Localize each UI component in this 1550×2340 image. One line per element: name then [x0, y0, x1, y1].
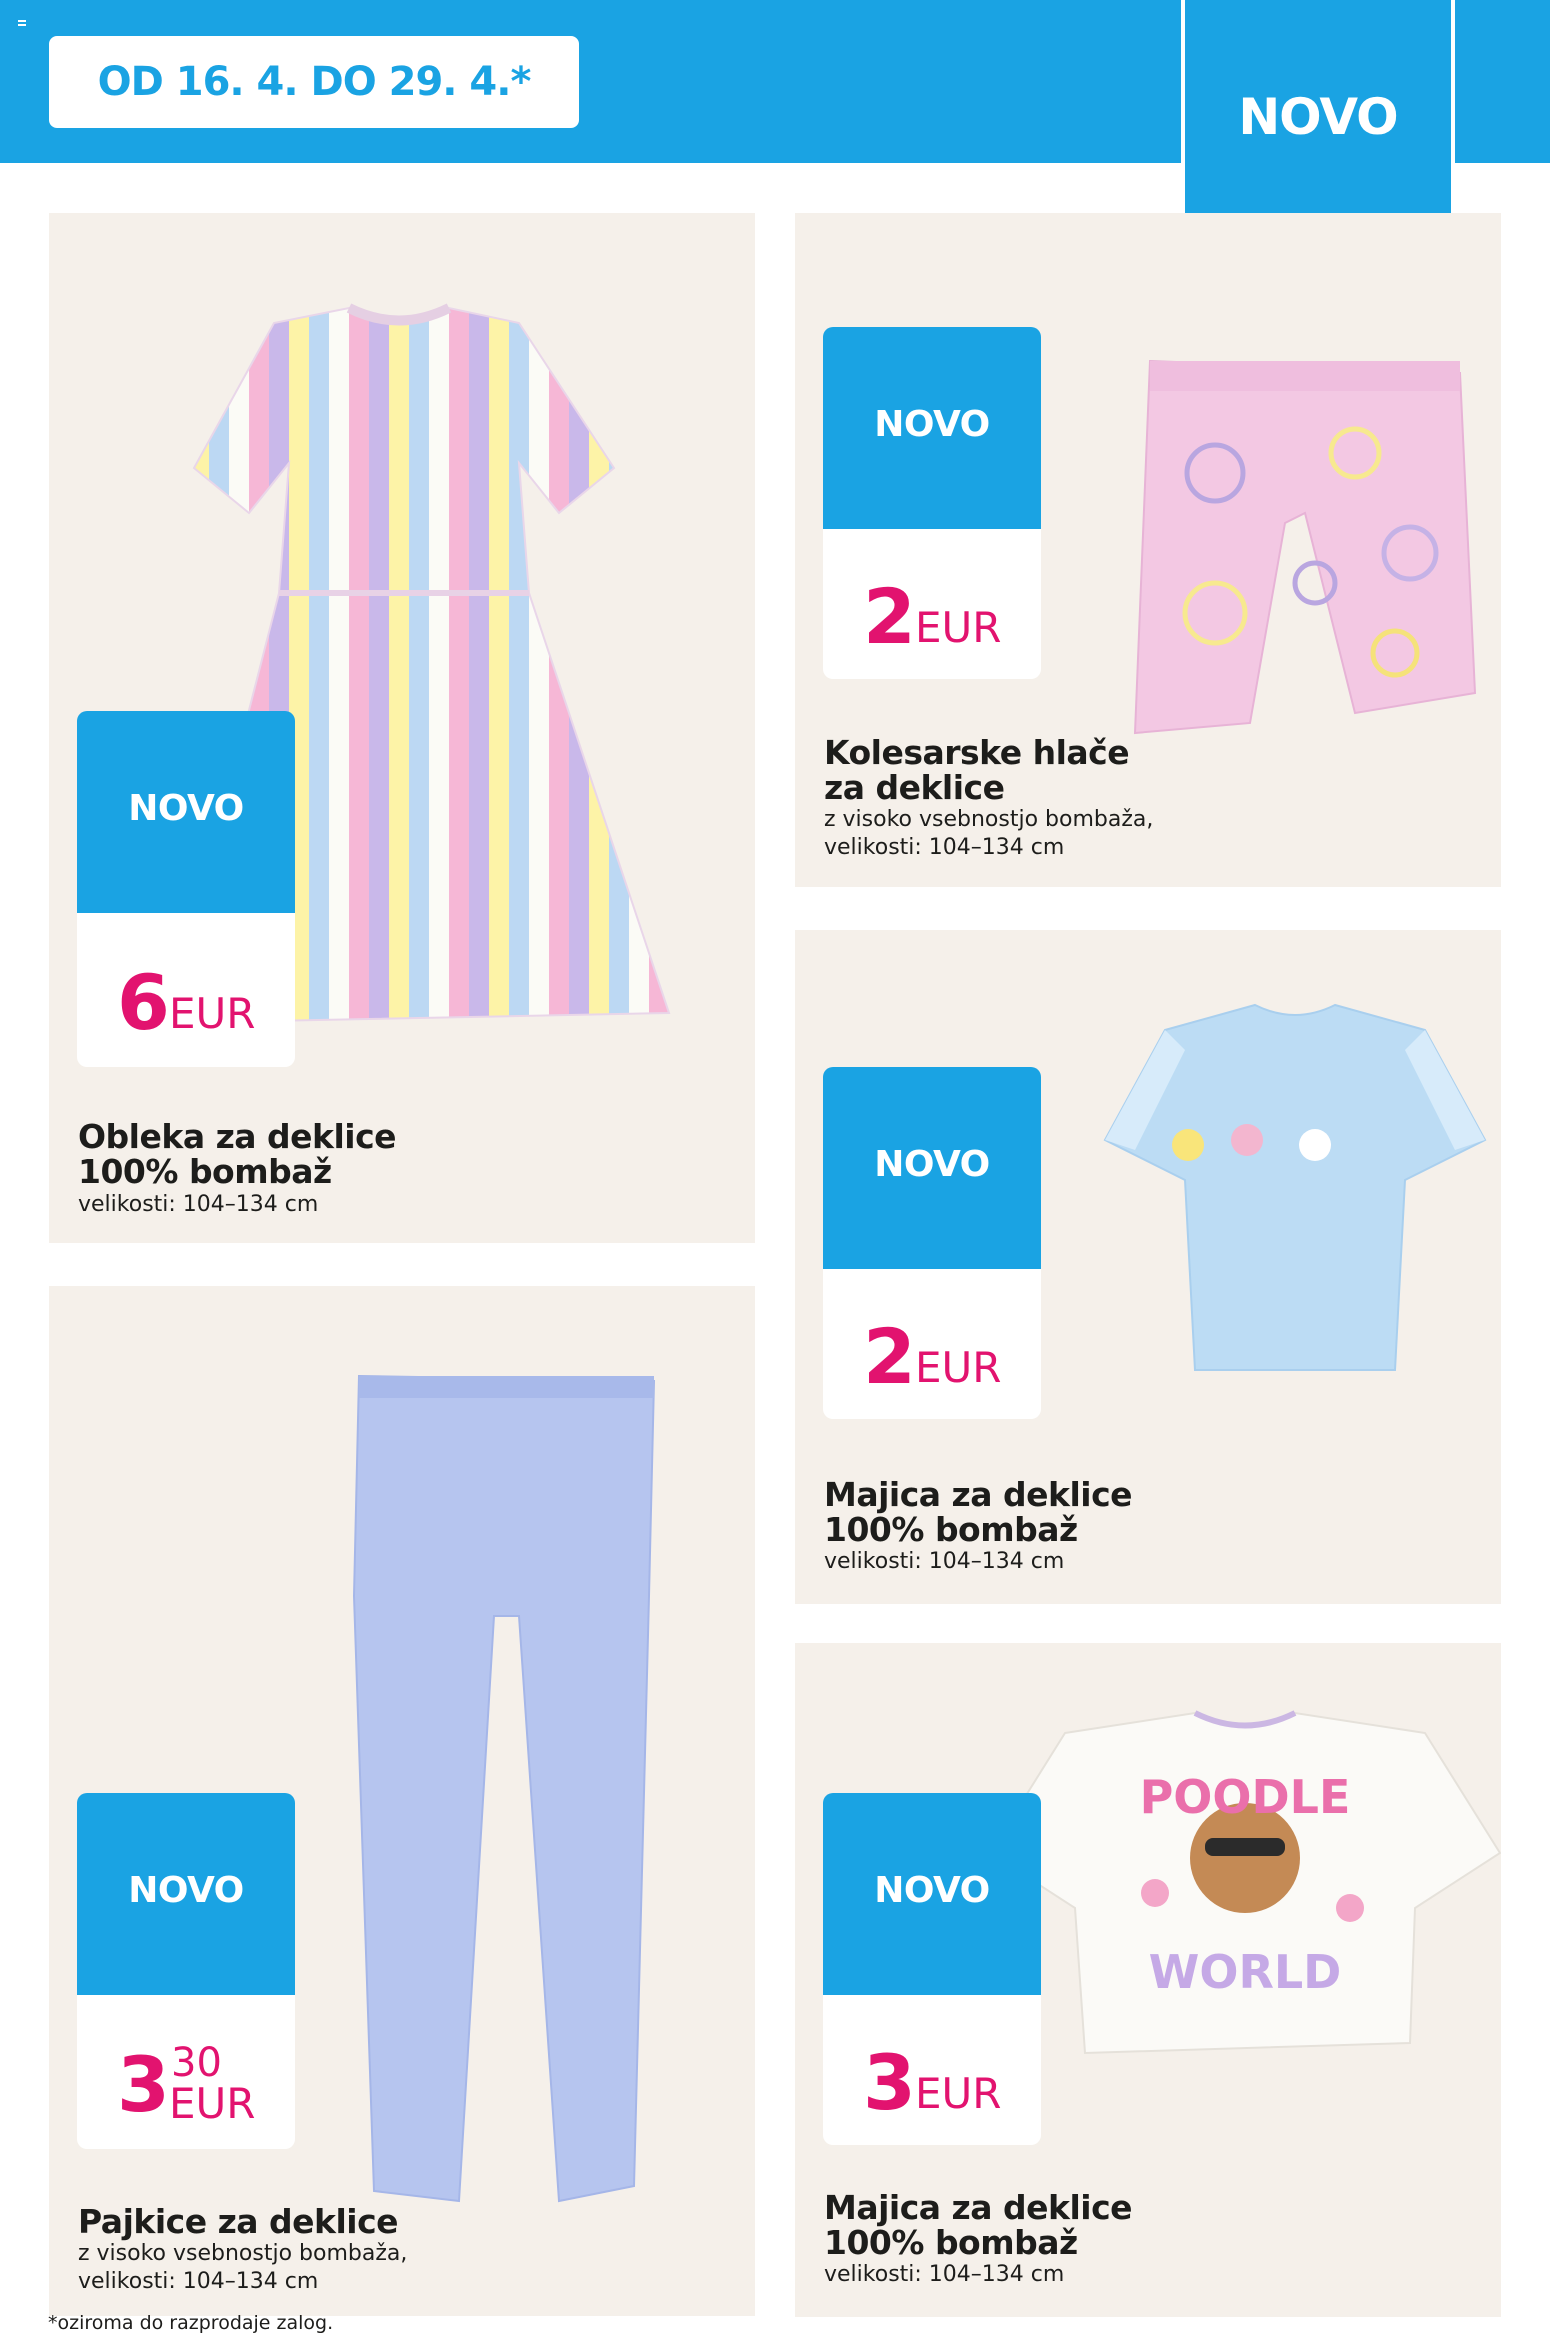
- price-currency: EUR: [915, 603, 1002, 652]
- product-title: Majica za deklice 100% bombaž: [824, 1475, 1133, 1549]
- product-description: velikosti: 104–134 cm: [78, 1192, 319, 1217]
- product-description: z visoko vsebnostjo bombaža, velikosti: 104–134 cm: [78, 2241, 408, 2294]
- price-value: 2: [863, 1312, 916, 1401]
- product-title: Pajkice za deklice: [78, 2202, 399, 2241]
- price-badge: [823, 327, 1041, 679]
- price-value: 3: [117, 2040, 170, 2129]
- date-range: OD 16. 4. DO 29. 4.*: [97, 59, 531, 105]
- product-description: z visoko vsebnostjo bombaža, velikosti: 104–134 cm: [824, 807, 1154, 860]
- product-card-tshirt-blue[interactable]: [795, 930, 1501, 1604]
- product-title: Kolesarske hlače za deklice: [824, 733, 1130, 807]
- price-badge: [77, 1793, 295, 2149]
- product-card-dress[interactable]: [49, 213, 755, 1243]
- novo-label: NOVO: [874, 403, 990, 445]
- product-title: Majica za deklice 100% bombaž: [824, 2188, 1133, 2262]
- price-badge: [823, 1793, 1041, 2145]
- novo-flag-label: NOVO: [1238, 88, 1398, 146]
- price-value: 3: [863, 2038, 916, 2127]
- product-card-tshirt-white[interactable]: [795, 1643, 1501, 2317]
- shirt-print-bottom: WORLD: [1148, 1945, 1342, 1999]
- price-currency: EUR: [915, 1343, 1002, 1392]
- price-currency: EUR: [915, 2069, 1002, 2118]
- price-badge: [823, 1067, 1041, 1419]
- product-description: velikosti: 104–134 cm: [824, 1549, 1065, 1574]
- shirt-print-top: POODLE: [1139, 1770, 1351, 1824]
- price-currency: EUR: [169, 989, 256, 1038]
- price-value: 2: [863, 572, 916, 661]
- price-decimals: 30: [171, 2040, 222, 2086]
- product-title: Obleka za deklice 100% bombaž: [78, 1117, 397, 1191]
- date-range-box: [49, 36, 579, 128]
- footnote: *oziroma do razprodaje zalog.: [48, 2312, 334, 2334]
- price-badge: [77, 711, 295, 1067]
- novo-label: NOVO: [874, 1869, 990, 1911]
- novo-label: NOVO: [128, 1869, 244, 1911]
- product-description: velikosti: 104–134 cm: [824, 2262, 1065, 2287]
- product-card-bike-shorts[interactable]: [795, 213, 1501, 887]
- price-currency: EUR: [169, 2079, 256, 2128]
- price-value: 6: [117, 958, 170, 1047]
- novo-label: NOVO: [128, 787, 244, 829]
- novo-label: NOVO: [874, 1143, 990, 1185]
- product-card-leggings[interactable]: [49, 1286, 755, 2316]
- menu-icon: [18, 20, 26, 26]
